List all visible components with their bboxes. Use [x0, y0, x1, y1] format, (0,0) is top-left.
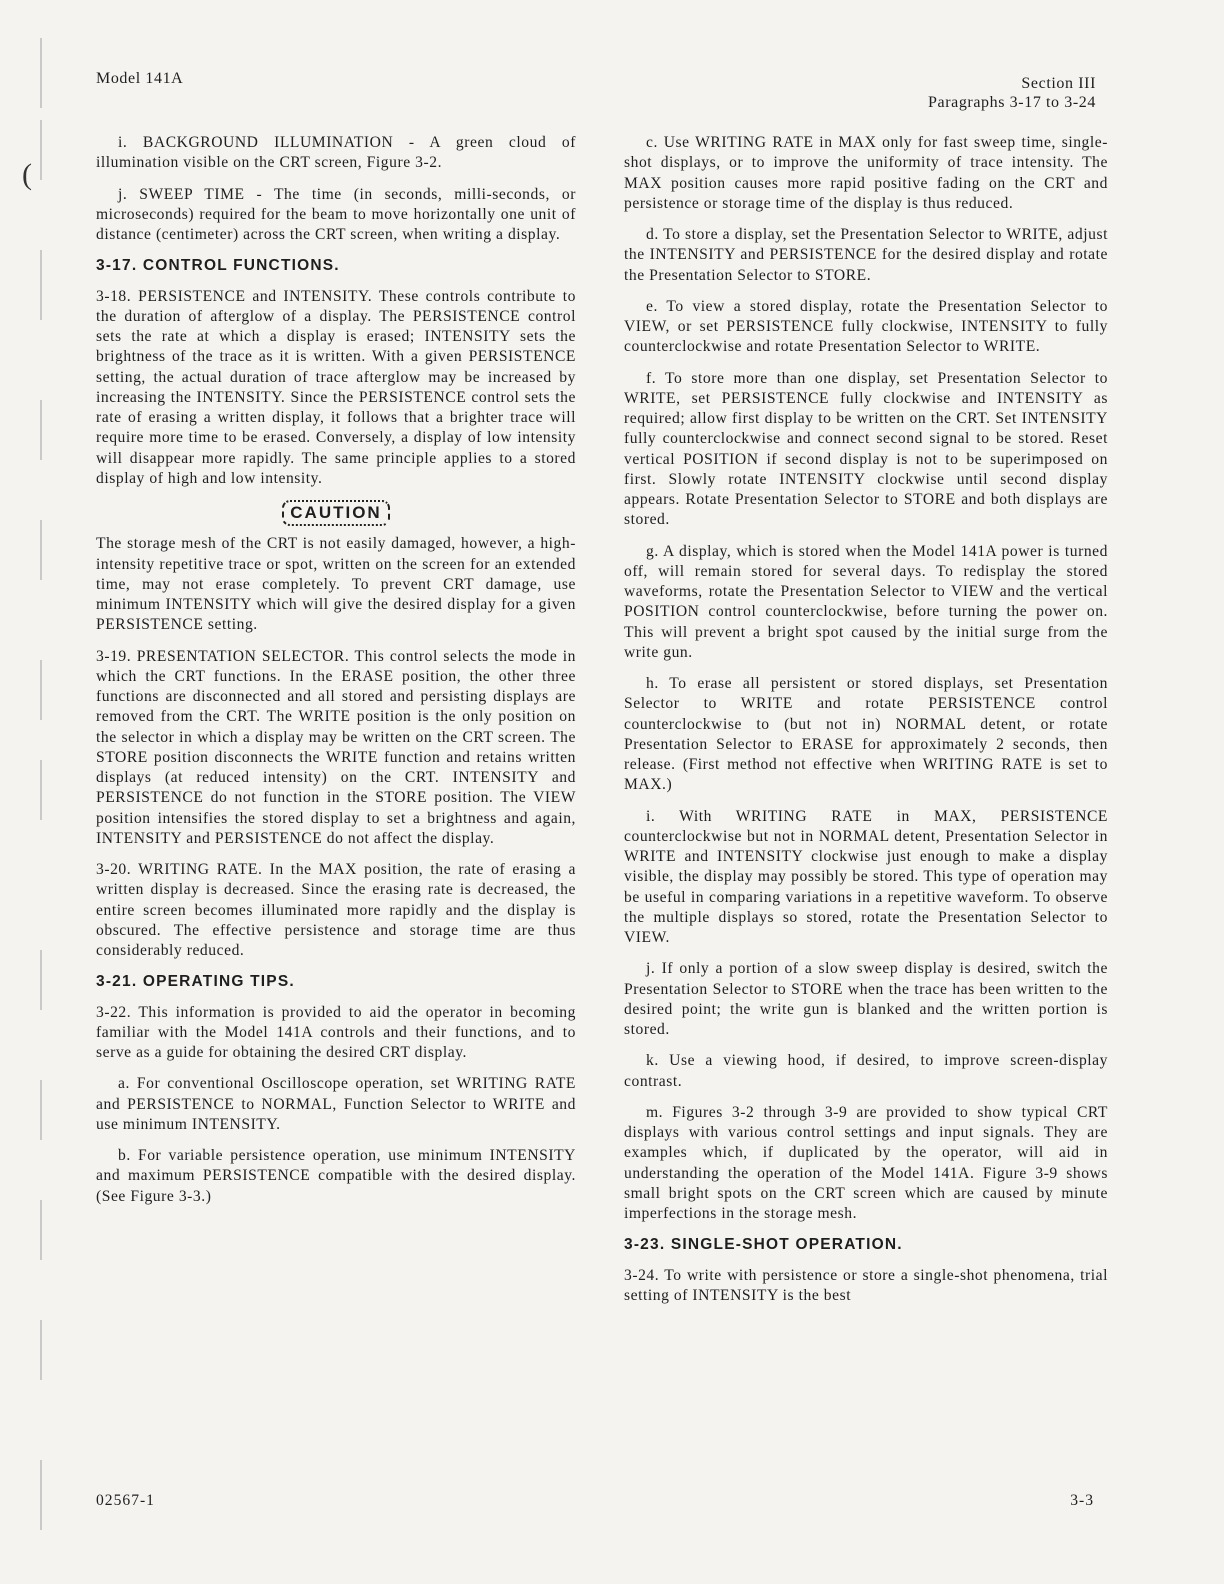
paragraph-k: k. Use a viewing hood, if desired, to improve screen-display contrast. — [624, 1052, 1108, 1090]
heading-control-functions: 3-17. CONTROL FUNCTIONS. — [96, 257, 340, 275]
binder-mark — [40, 1460, 42, 1530]
header-model: Model 141A — [96, 70, 184, 87]
paragraph-g: g. A display, which is stored when the Model 141A power is turned off, will remain stored for several days. To redisplay the stored waveforms, rotate the Presentation Selector to VIEW and the vertical POSITION control counterclockwise, before turning the power on. This will prevent a bright spot caused by the initial surge from the write gun. — [624, 542, 1108, 661]
caution-text: The storage mesh of the CRT is not easily damaged, however, a high-intensity repetitive trace or spot, written on the screen for an extended time, may not erase completely. To prevent CRT damage, use minimum INTENSITY which will give the desired display for a given PERSISTENCE setting. — [96, 535, 576, 634]
binder-mark — [40, 660, 42, 720]
paragraph-i: i. With WRITING RATE in MAX, PERSISTENCE counterclockwise but not in NORMAL detent, Presentation Selector in WRITE and INTENSITY clockwise just enough to make a display visible, the display may possibly be stored. This type of operation may be useful in comparing variations in a repetitive waveform. To observe the multiple displays so stored, rotate the Presentation Selector to VIEW. — [624, 807, 1108, 946]
paragraph-h: h. To erase all persistent or stored displays, set Presentation Selector to WRITE and rotate PERSISTENCE control counterclockwise to (but not in) NORMAL detent, or rotate Presentation Selector to ERASE for approximately 2 seconds, then release. (First method not effective when WRITING RATE is set to MAX.) — [624, 675, 1108, 794]
paragraph-c: c. Use WRITING RATE in MAX only for fast sweep time, single-shot displays, or to improve the uniformity of trace intensity. The MAX position causes more rapid positive fading on the CRT and persistence or storage time of the display is thus reduced. — [624, 134, 1108, 212]
heading-operating-tips: 3-21. OPERATING TIPS. — [96, 973, 295, 991]
binder-mark — [40, 120, 42, 180]
paragraph-sweep-time: j. SWEEP TIME - The time (in seconds, milli-seconds, or microseconds) required for the beam to move horizontally one unit of distance (centimeter) across the CRT screen, when writing a display. — [96, 185, 576, 243]
paragraph-3-20: 3-20. WRITING RATE. In the MAX position, the rate of erasing a written display is decreased. Since the erasing rate is decreased, the entire screen becomes illuminated more rapidly and the display is obscured. The effective persistence and storage time are thus considerably reduced. — [96, 861, 576, 959]
paragraph-m: m. Figures 3-2 through 3-9 are provided to show typical CRT displays with various control settings and input signals. They are examples which, if duplicated by the operator, will aid in understanding the operation of the Model 141A. Figure 3-9 shows small bright spots on the CRT screen which are caused by minute imperfections in the storage mesh. — [624, 1103, 1108, 1222]
paragraph-a: a. For conventional Oscilloscope operation, set WRITING RATE and PERSISTENCE to NORMAL, Function Selector to WRITE and use minimum INTENSITY. — [96, 1075, 576, 1133]
paragraph-3-19: 3-19. PRESENTATION SELECTOR. This control selects the mode in which the CRT functions. In the ERASE position, the other three functions are disconnected and all stored and persisting displays are removed from the CRT. The WRITE position is the only position on the selector in which a display may be written on the CRT screen. The STORE position disconnects the WRITE function and retains written displays (at reduced intensity) on the CRT. INTENSITY and PERSISTENCE do not function in the STORE position. The VIEW position intensifies the stored display to set a brightness and again, INTENSITY and PERSISTENCE do not affect the display. — [96, 647, 576, 847]
binder-mark — [40, 250, 42, 320]
scan-artifact-paren: ( — [22, 158, 32, 191]
footer-doc-number: 02567-1 — [96, 1492, 155, 1509]
caution-box — [96, 500, 576, 526]
paragraph-b: b. For variable persistence operation, use minimum INTENSITY and maximum PERSISTENCE compatible with the desired display. (See Figure 3-3.) — [96, 1147, 576, 1205]
caution-label: CAUTION — [282, 500, 389, 526]
binder-mark — [40, 760, 42, 820]
footer-page-number: 3-3 — [1070, 1492, 1094, 1509]
binder-mark — [40, 1080, 42, 1140]
header-section — [928, 74, 1096, 112]
binder-mark — [40, 520, 42, 580]
paragraph-3-24: 3-24. To write with persistence or store a single-shot phenomena, trial setting of INTENSITY is the best — [624, 1266, 1108, 1304]
header-paragraphs: Paragraphs 3-17 to 3-24 — [928, 94, 1096, 111]
paragraph-3-22: 3-22. This information is provided to aid the operator in becoming familiar with the Model 141A controls and their functions, and to serve as a guide for obtaining the desired CRT display. — [96, 1003, 576, 1061]
header-section-title: Section III — [1021, 75, 1096, 92]
binder-mark — [40, 400, 42, 460]
right-column — [624, 133, 1108, 1317]
binder-mark — [40, 950, 42, 1010]
paragraph-j: j. If only a portion of a slow sweep display is desired, switch the Presentation Selector to STORE when the trace has been written to the desired point; the write gun is blanked and the written portion is stored. — [624, 960, 1108, 1038]
paragraph-3-18: 3-18. PERSISTENCE and INTENSITY. These controls contribute to the duration of afterglow of a display. The PERSISTENCE control sets the rate at which a display is erased; INTENSITY sets the brightness of the trace as it is written. With a given PERSISTENCE setting, the actual duration of trace afterglow may be increased by increasing the INTENSITY. Since the PERSISTENCE control sets the rate of erasing a written display, it follows that a brighter trace will require more time to be erased. Conversely, a display of low intensity will disappear more rapidly. The same principle applies to a stored display of high and low intensity. — [96, 287, 576, 487]
heading-single-shot-operation: 3-23. SINGLE-SHOT OPERATION. — [624, 1236, 903, 1254]
binder-mark — [40, 38, 42, 108]
binder-mark — [40, 1200, 42, 1260]
paragraph-d: d. To store a display, set the Presentation Selector to WRITE, adjust the INTENSITY and PERSISTENCE for the desired display and rotate the Presentation Selector to STORE. — [624, 226, 1108, 284]
paragraph-e: e. To view a stored display, rotate the Presentation Selector to VIEW, or set PERSISTENCE fully clockwise, INTENSITY to fully counterclockwise and rotate Presentation Selector to WRITE. — [624, 297, 1108, 356]
paragraph-f: f. To store more than one display, set Presentation Selector to WRITE, set PERSISTENCE fully clockwise and INTENSITY as required; allow first display to be written on the CRT. Set INTENSITY fully counterclockwise and connect second signal to be stored. Reset vertical POSITION if second display is not to be superimposed on first. Slowly rotate INTENSITY clockwise until second display appears. Rotate Presentation Selector to STORE and both displays are stored. — [624, 369, 1108, 529]
binder-mark — [40, 1320, 42, 1380]
left-column — [96, 133, 576, 1218]
paragraph-background-illumination: i. BACKGROUND ILLUMINATION - A green cloud of illumination visible on the CRT screen, Figure 3-2. — [96, 134, 576, 172]
